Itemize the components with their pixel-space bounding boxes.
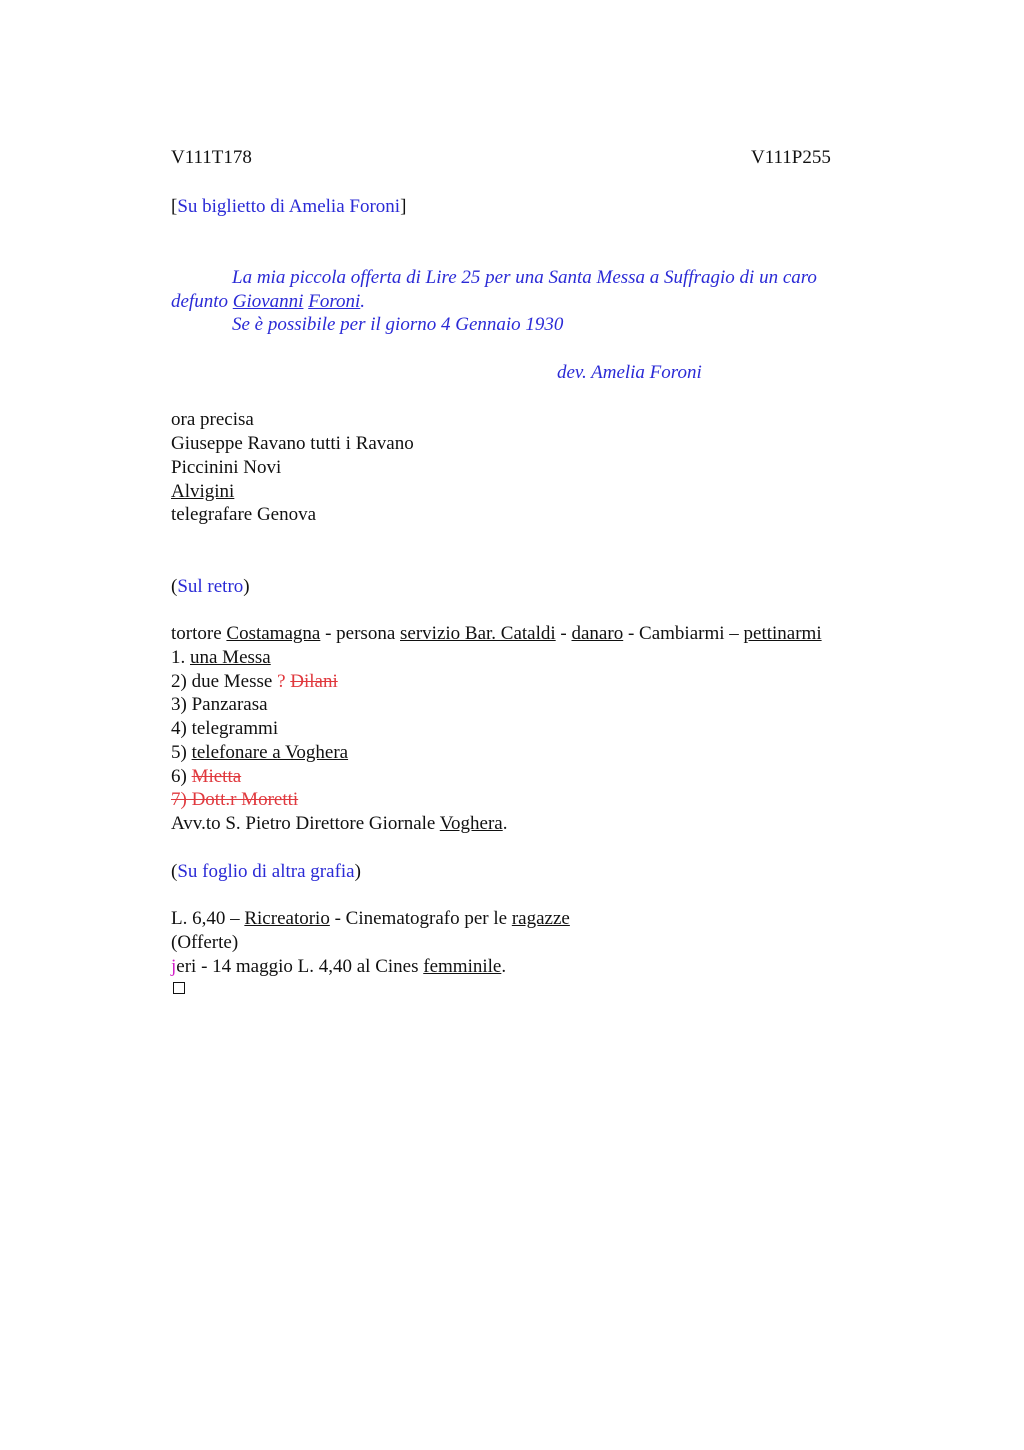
retro-avv xyxy=(171,812,507,836)
item-2-struck: Dilani xyxy=(290,671,338,692)
item-6-num: 6) xyxy=(171,766,192,787)
foglio-line-1 xyxy=(171,907,570,931)
retro-line-1 xyxy=(171,622,822,646)
retro-text-c: - persona xyxy=(320,623,401,644)
foglio-femminile: femminile xyxy=(423,956,502,977)
retro-item-6 xyxy=(171,765,241,789)
right-code: V111P255 xyxy=(751,147,831,168)
note-foglio-text: Su foglio di altra grafia xyxy=(177,861,355,882)
note-biglietto-text: Su biglietto di Amelia Foroni xyxy=(177,196,401,217)
bracket-open: [ xyxy=(171,196,178,217)
letter-line-1: La mia piccola offerta di Lire 25 per una Santa Messa a Suffragio di un caro xyxy=(232,267,817,288)
retro-text-e: - xyxy=(555,623,572,644)
retro-item-2 xyxy=(171,670,338,694)
retro-item-1 xyxy=(171,646,271,670)
retro-servizio: servizio Bar. Cataldi xyxy=(400,623,556,644)
retro-costamagna: Costamagna xyxy=(226,623,321,644)
item-1-text: una Messa xyxy=(190,647,271,668)
left-code: V111T178 xyxy=(171,147,252,168)
paren-open-2: ( xyxy=(171,861,178,882)
list-line-1: ora precisa xyxy=(171,409,254,430)
letter-line-2 xyxy=(171,290,365,314)
paren-close: ) xyxy=(243,576,250,597)
letter-line-2-end: . xyxy=(360,291,366,312)
retro-item-4: 4) telegrammi xyxy=(171,718,279,739)
foglio-text-c: - Cinematografo per le xyxy=(329,908,512,929)
foglio-period: . xyxy=(501,956,507,977)
avv-period: . xyxy=(502,813,508,834)
note-foglio xyxy=(171,860,361,884)
note-retro-text: Sul retro xyxy=(177,576,244,597)
item-1-num: 1. xyxy=(171,647,190,668)
paren-close-2: ) xyxy=(354,861,361,882)
list-line-4: Alvigini xyxy=(171,481,235,502)
avv-voghera: Voghera xyxy=(439,813,503,834)
letter-surname: Foroni xyxy=(308,291,361,312)
foglio-text-a: eri - 14 maggio L. 4,40 al Cines xyxy=(176,956,424,977)
list-line-5: telegrafare Genova xyxy=(171,504,317,525)
item-2-num: 2) due Messe xyxy=(171,671,278,692)
retro-item-7: 7) Dott.r Moretti xyxy=(171,789,299,810)
item-5-text: telefonare a Voghera xyxy=(191,742,349,763)
item-2-question: ? xyxy=(277,671,286,692)
foglio-ragazze: ragazze xyxy=(511,908,570,929)
foglio-line-3 xyxy=(171,955,506,979)
letter-signature: dev. Amelia Foroni xyxy=(557,362,702,383)
retro-item-5 xyxy=(171,741,348,765)
bracket-close: ] xyxy=(400,196,407,217)
item-6-struck: Mietta xyxy=(191,766,242,787)
letter-line-3: Se è possibile per il giorno 4 Gennaio 1930 xyxy=(232,314,564,335)
list-line-2: Giuseppe Ravano tutti i Ravano xyxy=(171,433,414,454)
retro-danaro: danaro xyxy=(571,623,624,644)
foglio-j-letter: j xyxy=(171,956,177,977)
letter-name: Giovanni xyxy=(232,291,304,312)
item-5-num: 5) xyxy=(171,742,192,763)
letter-line-2-prefix: defunto xyxy=(171,291,233,312)
retro-text-a: tortore xyxy=(171,623,227,644)
empty-box-icon xyxy=(173,982,185,994)
paren-open: ( xyxy=(171,576,178,597)
avv-text: Avv.to S. Pietro Direttore Giornale xyxy=(171,813,440,834)
foglio-amount: L. 6,40 – xyxy=(171,908,245,929)
retro-pettinarmi: pettinarmi xyxy=(743,623,822,644)
foglio-line-2: (Offerte) xyxy=(171,932,239,953)
note-retro xyxy=(171,575,250,599)
foglio-ricreatorio: Ricreatorio xyxy=(244,908,330,929)
retro-text-g: - Cambiarmi – xyxy=(623,623,744,644)
note-biglietto xyxy=(171,195,406,219)
list-line-3: Piccinini Novi xyxy=(171,457,282,478)
retro-item-3: 3) Panzarasa xyxy=(171,694,268,715)
